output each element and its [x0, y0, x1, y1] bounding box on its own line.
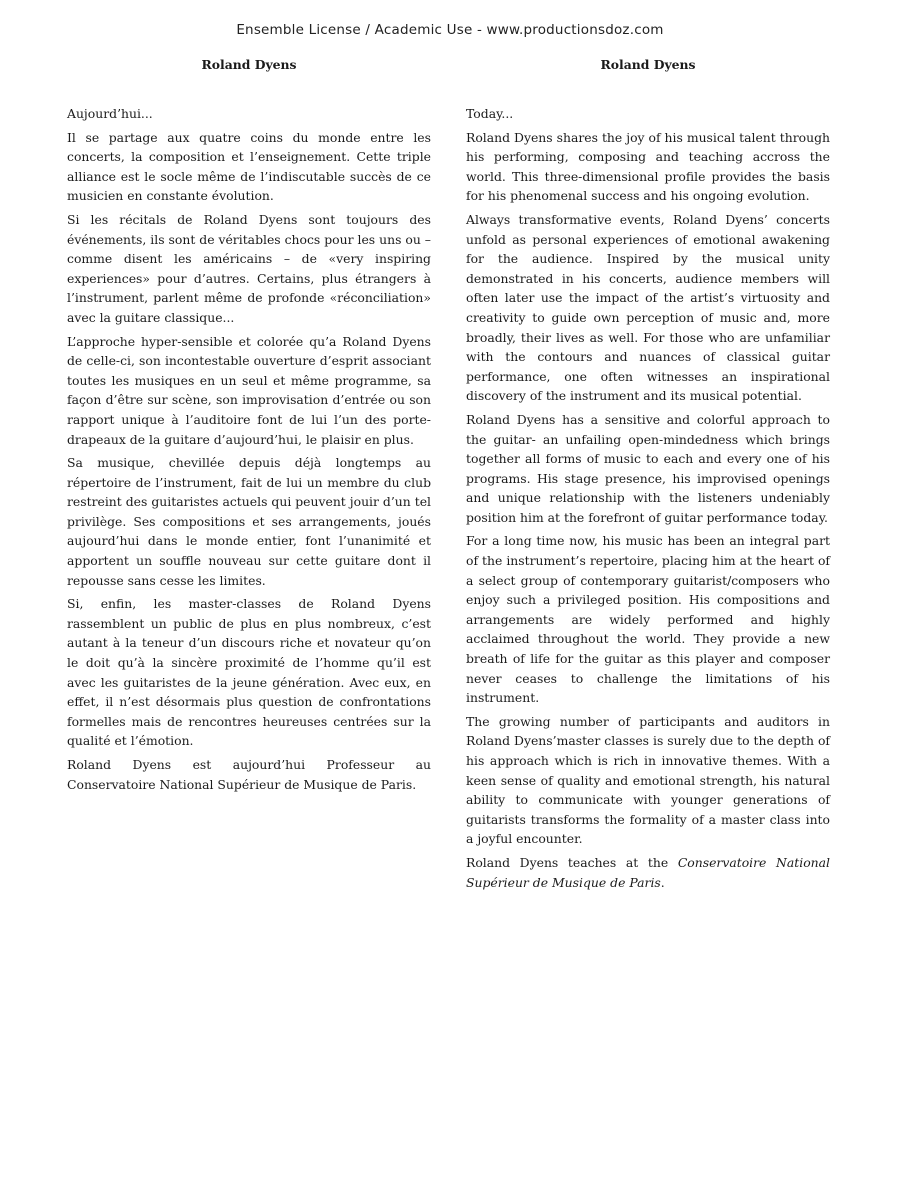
english-paragraph: Roland Dyens has a sensitive and colorful approach to the guitar- an unfailing open-mindedness which brings together all forms of music to each and every one of his programs. His stage presence, his improvised openings and unique relationship with the listeners undeniably position him at the forefront of guitar performance today. — [466, 411, 830, 525]
closing-suffix: . — [660, 874, 665, 890]
english-paragraph-closing — [466, 853, 830, 892]
english-paragraph: Always transformative events, Roland Dyens’ concerts unfold as personal experiences of emotional awakening for the audience. Inspired by the musical unity demonstrated in his concerts, audience members will often later use the impact of the artist’s virtuosity and creativity to guide own perception of music and, more broadly, their lives as well. For those who are unfamiliar with the contours and nuances of classical guitar performance, one often witnesses an inspirational discovery of the instrument and its musical potential. — [466, 211, 830, 404]
license-header: Ensemble License / Academic Use - www.productionsdoz.com — [236, 22, 664, 38]
french-paragraph: Sa musique, chevillée depuis déjà longtemps au répertoire de l’instrument, fait de lui un membre du club restreint des guitaristes actuels qui peuvent jouir d’un tel privilège. Ses compositions et ses arrangements, joués aujourd’hui dans le monde entier, font l’unanimité et apportent un souffle nouveau sur cette guitare dont il repousse sans cesse les limites. — [67, 455, 431, 588]
french-paragraph: Si, enfin, les master-classes de Roland Dyens rassemblent un public de plus en plus nombreux, c’est autant à la teneur d’un discours riche et novateur qu’on le doit qu’à la sincère proximité de l’homme qu’il est avec les guitaristes de la jeune génération. Avec eux, en effet, il n’est désormais plus question de confrontations formelles mais de rencontres heureuses centrées sur la qualité et l’émotion. — [67, 596, 431, 749]
english-paragraph: Roland Dyens shares the joy of his musical talent through his performing, composing and teaching accross the world. This three-dimensional profile provides the basis for his phenomenal success and his ongoing evolution. — [466, 129, 830, 204]
french-paragraph: L’approche hyper-sensible et colorée qu’a Roland Dyens de celle-ci, son incontestable ouverture d’esprit associant toutes les musiques en un seul et même programme, sa façon d’être sur scène, son improvisation d’entrée ou son rapport unique à l’auditoire font de lui l’un des porte-drapeaux de la guitare d’aujourd’hui, le plaisir en plus. — [67, 333, 431, 447]
english-paragraph: For a long time now, his music has been an integral part of the instrument’s repertoire, placing him at the heart of a select group of contemporary guitarist/composers who enjoy such a privileged position. His compositions and arrangements are widely performed and highly acclaimed throughout the world. They provide a new breath of life for the guitar as this player and composer never ceases to challenge the limitations of his instrument. — [466, 533, 830, 706]
french-paragraph: Si les récitals de Roland Dyens sont toujours des événements, ils sont de véritables chocs pour les uns ou – comme disent les américains – de «very inspiring experiences» pour d’autres. Certains, plus étrangers à l’instrument, parlent même de profonde «réconciliation» avec la guitare classique... — [67, 211, 431, 325]
french-paragraph: Roland Dyens est aujourd’hui Professeur au Conservatoire National Supérieur de Musique de Paris. — [67, 757, 431, 792]
french-paragraph: Il se partage aux quatre coins du monde entre les concerts, la composition et l’enseignement. Cette triple alliance est le socle même de l’indiscutable succès de ce musicien en constante évolution. — [67, 129, 431, 204]
french-column — [67, 58, 431, 798]
closing-institution: Conservatoire National Supérieur de Musique de Paris — [466, 854, 830, 890]
english-title: Roland Dyens — [600, 57, 696, 72]
french-title: Roland Dyens — [201, 57, 297, 72]
closing-prefix: Roland Dyens teaches at the — [466, 854, 678, 870]
english-paragraph: The growing number of participants and auditors in Roland Dyens’master classes is surely due to the depth of his approach which is rich in innovative themes. With a keen sense of quality and emotional strength, his natural ability to communicate with younger generations of guitarists transforms the formality of a master class into a joyful encounter. — [466, 713, 830, 847]
english-column — [466, 58, 830, 896]
french-paragraph-intro: Aujourd’hui... — [67, 106, 153, 121]
english-paragraph-intro: Today... — [466, 106, 514, 121]
